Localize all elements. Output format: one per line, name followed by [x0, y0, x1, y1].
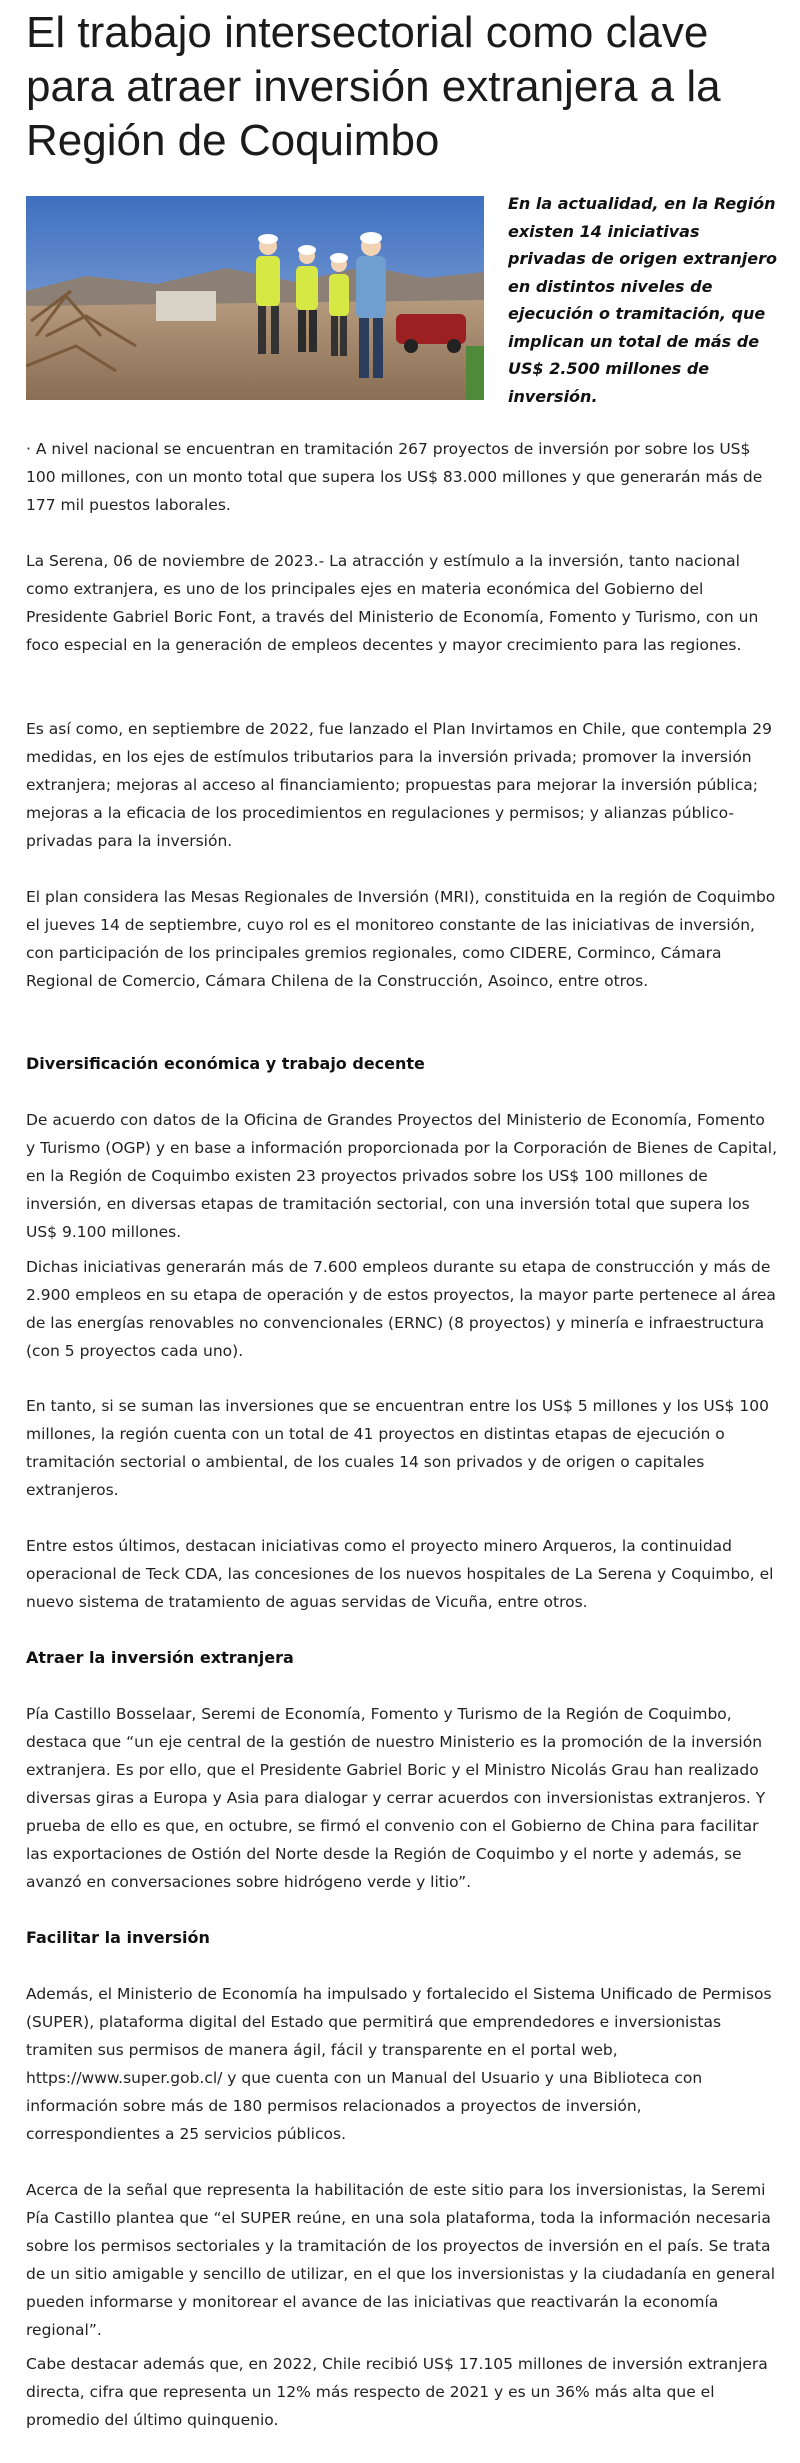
paragraph-seremi: Pía Castillo Bosselaar, Seremi de Economía, Fomento y Turismo de la Región de Coquimbo, destaca que “un eje central de la gestión de nuestro Ministerio es la promoción de la inversión extranjera. Es por ello, que el Presidente Gabriel Boric y el Ministro Nicolás Grau han realizado diversas giras a Europa y Asia para dialogar y cerrar acuerdos con inversionistas extranjeros. Y prueba de ello es que, en octubre, se firmó el convenio con el Gobierno de China para facilitar las exportaciones de Ostión del Norte desde la Región de Coquimbo y el norte y además, se avanzó en conversaciones sobre hidrógeno verde y litio”.: [26, 1705, 766, 1891]
paragraph-ied: Cabe destacar además que, en 2022, Chile recibió US$ 17.105 millones de inversión extranjera directa, cifra que representa un 12% más respecto de 2021 y es un 36% más alta que el promedio del último quinquenio.: [26, 2355, 768, 2429]
paragraph-senal: Acerca de la señal que representa la habilitación de este sitio para los inversionistas, la Seremi Pía Castillo plantea que “el SUPER reúne, en una sola plataforma, toda la información necesaria sobre los permisos sectoriales y la tramitación de los proyectos de inversión en el país. Se trata de un sitio amigable y sencillo de utilizar, en el que los inversionistas y la ciudadanía en general pueden informarse y monitorear el avance de las iniciativas que reactivarán la economía regional”.: [26, 2181, 776, 2339]
paragraph-ogp: De acuerdo con datos de la Oficina de Grandes Proyectos del Ministerio de Economía, Fomento y Turismo (OGP) y en base a información proporcionada por la Corporación de Bienes de Capital, en la Región de Coquimbo existen 23 proyectos privados sobre los US$ 100 millones de inversión, en diversas etapas de tramitación sectorial, con una inversión total que supera los US$ 9.100 millones.: [26, 1111, 778, 1241]
section-heading-facilitar: Facilitar la inversión: [26, 1928, 210, 1947]
paragraph-intro: La Serena, 06 de noviembre de 2023.- La atracción y estímulo a la inversión, tanto nacional como extranjera, es uno de los principales ejes en materia económica del Gobierno del Presidente Gabriel Boric Font, a través del Ministerio de Economía, Fomento y Turismo, con un foco especial en la generación de empleos decentes y mayor crecimiento para las regiones.: [26, 552, 759, 654]
photo-illustration: [26, 196, 484, 400]
paragraph-mri: El plan considera las Mesas Regionales de Inversión (MRI), constituida en la región de Coquimbo el jueves 14 de septiembre, cuyo rol es el monitoreo constante de las iniciativas de inversión, con participación de los principales gremios regionales, como CIDERE, Corminco, Cámara Regional de Comercio, Cámara Chilena de la Construcción, Asoinco, entre otros.: [26, 888, 776, 990]
article-lead: En la actualidad, en la Región existen 14 iniciativas privadas de origen extranjero en distintos niveles de ejecución o tramitación, que implican un total de más de US$ 2.500 millones de inversión.: [508, 194, 778, 406]
paragraph-empleos: Dichas iniciativas generarán más de 7.600 empleos durante su etapa de construcción y más de 2.900 empleos en su etapa de operación y de estos proyectos, la mayor parte pertenece al área de las energías renovables no convencionales (ERNC) (8 proyectos) y minería e infraestructura (con 5 proyectos cada uno).: [26, 1258, 776, 1360]
construction-site-photo: [26, 196, 484, 400]
article-title: El trabajo intersectorial como clave para atraer inversión extranjera a la Región de Coquimbo: [26, 8, 721, 165]
paragraph-plan: Es así como, en septiembre de 2022, fue lanzado el Plan Invirtamos en Chile, que contempla 29 medidas, en los ejes de estímulos tributarios para la inversión privada; promover la inversión extranjera; mejoras al acceso al financiamiento; propuestas para mejorar la inversión pública; mejoras a la eficacia de los procedimientos en regulaciones y permisos; y alianzas público-privadas para la inversión.: [26, 720, 772, 850]
summary-bullet: · A nivel nacional se encuentran en tramitación 267 proyectos de inversión por sobre los US$ 100 millones, con un monto total que supera los US$ 83.000 millones y que generarán más de 177 mil puestos laborales.: [26, 440, 763, 514]
section-heading-diversificacion: Diversificación económica y trabajo decente: [26, 1054, 425, 1073]
paragraph-super: Además, el Ministerio de Economía ha impulsado y fortalecido el Sistema Unificado de Permisos (SUPER), plataforma digital del Estado que permitirá que emprendedores e inversionistas tramiten sus permisos de manera ágil, fácil y transparente en el portal web, https://www.super.gob.cl/ y que cuenta con un Manual del Usuario y una Biblioteca con información sobre más de 180 permisos relacionados a proyectos de inversión, correspondientes a 25 servicios públicos.: [26, 1985, 772, 2143]
section-heading-atraer: Atraer la inversión extranjera: [26, 1648, 294, 1667]
paragraph-inversiones: En tanto, si se suman las inversiones que se encuentran entre los US$ 5 millones y los US$ 100 millones, la región cuenta con un total de 41 proyectos en distintas etapas de ejecución o tramitación sectorial o ambiental, de los cuales 14 son privados y de origen o capitales extranjeros.: [26, 1397, 769, 1499]
paragraph-iniciativas: Entre estos últimos, destacan iniciativas como el proyecto minero Arqueros, la continuidad operacional de Teck CDA, las concesiones de los nuevos hospitales de La Serena y Coquimbo, el nuevo sistema de tratamiento de aguas servidas de Vicuña, entre otros.: [26, 1537, 774, 1611]
